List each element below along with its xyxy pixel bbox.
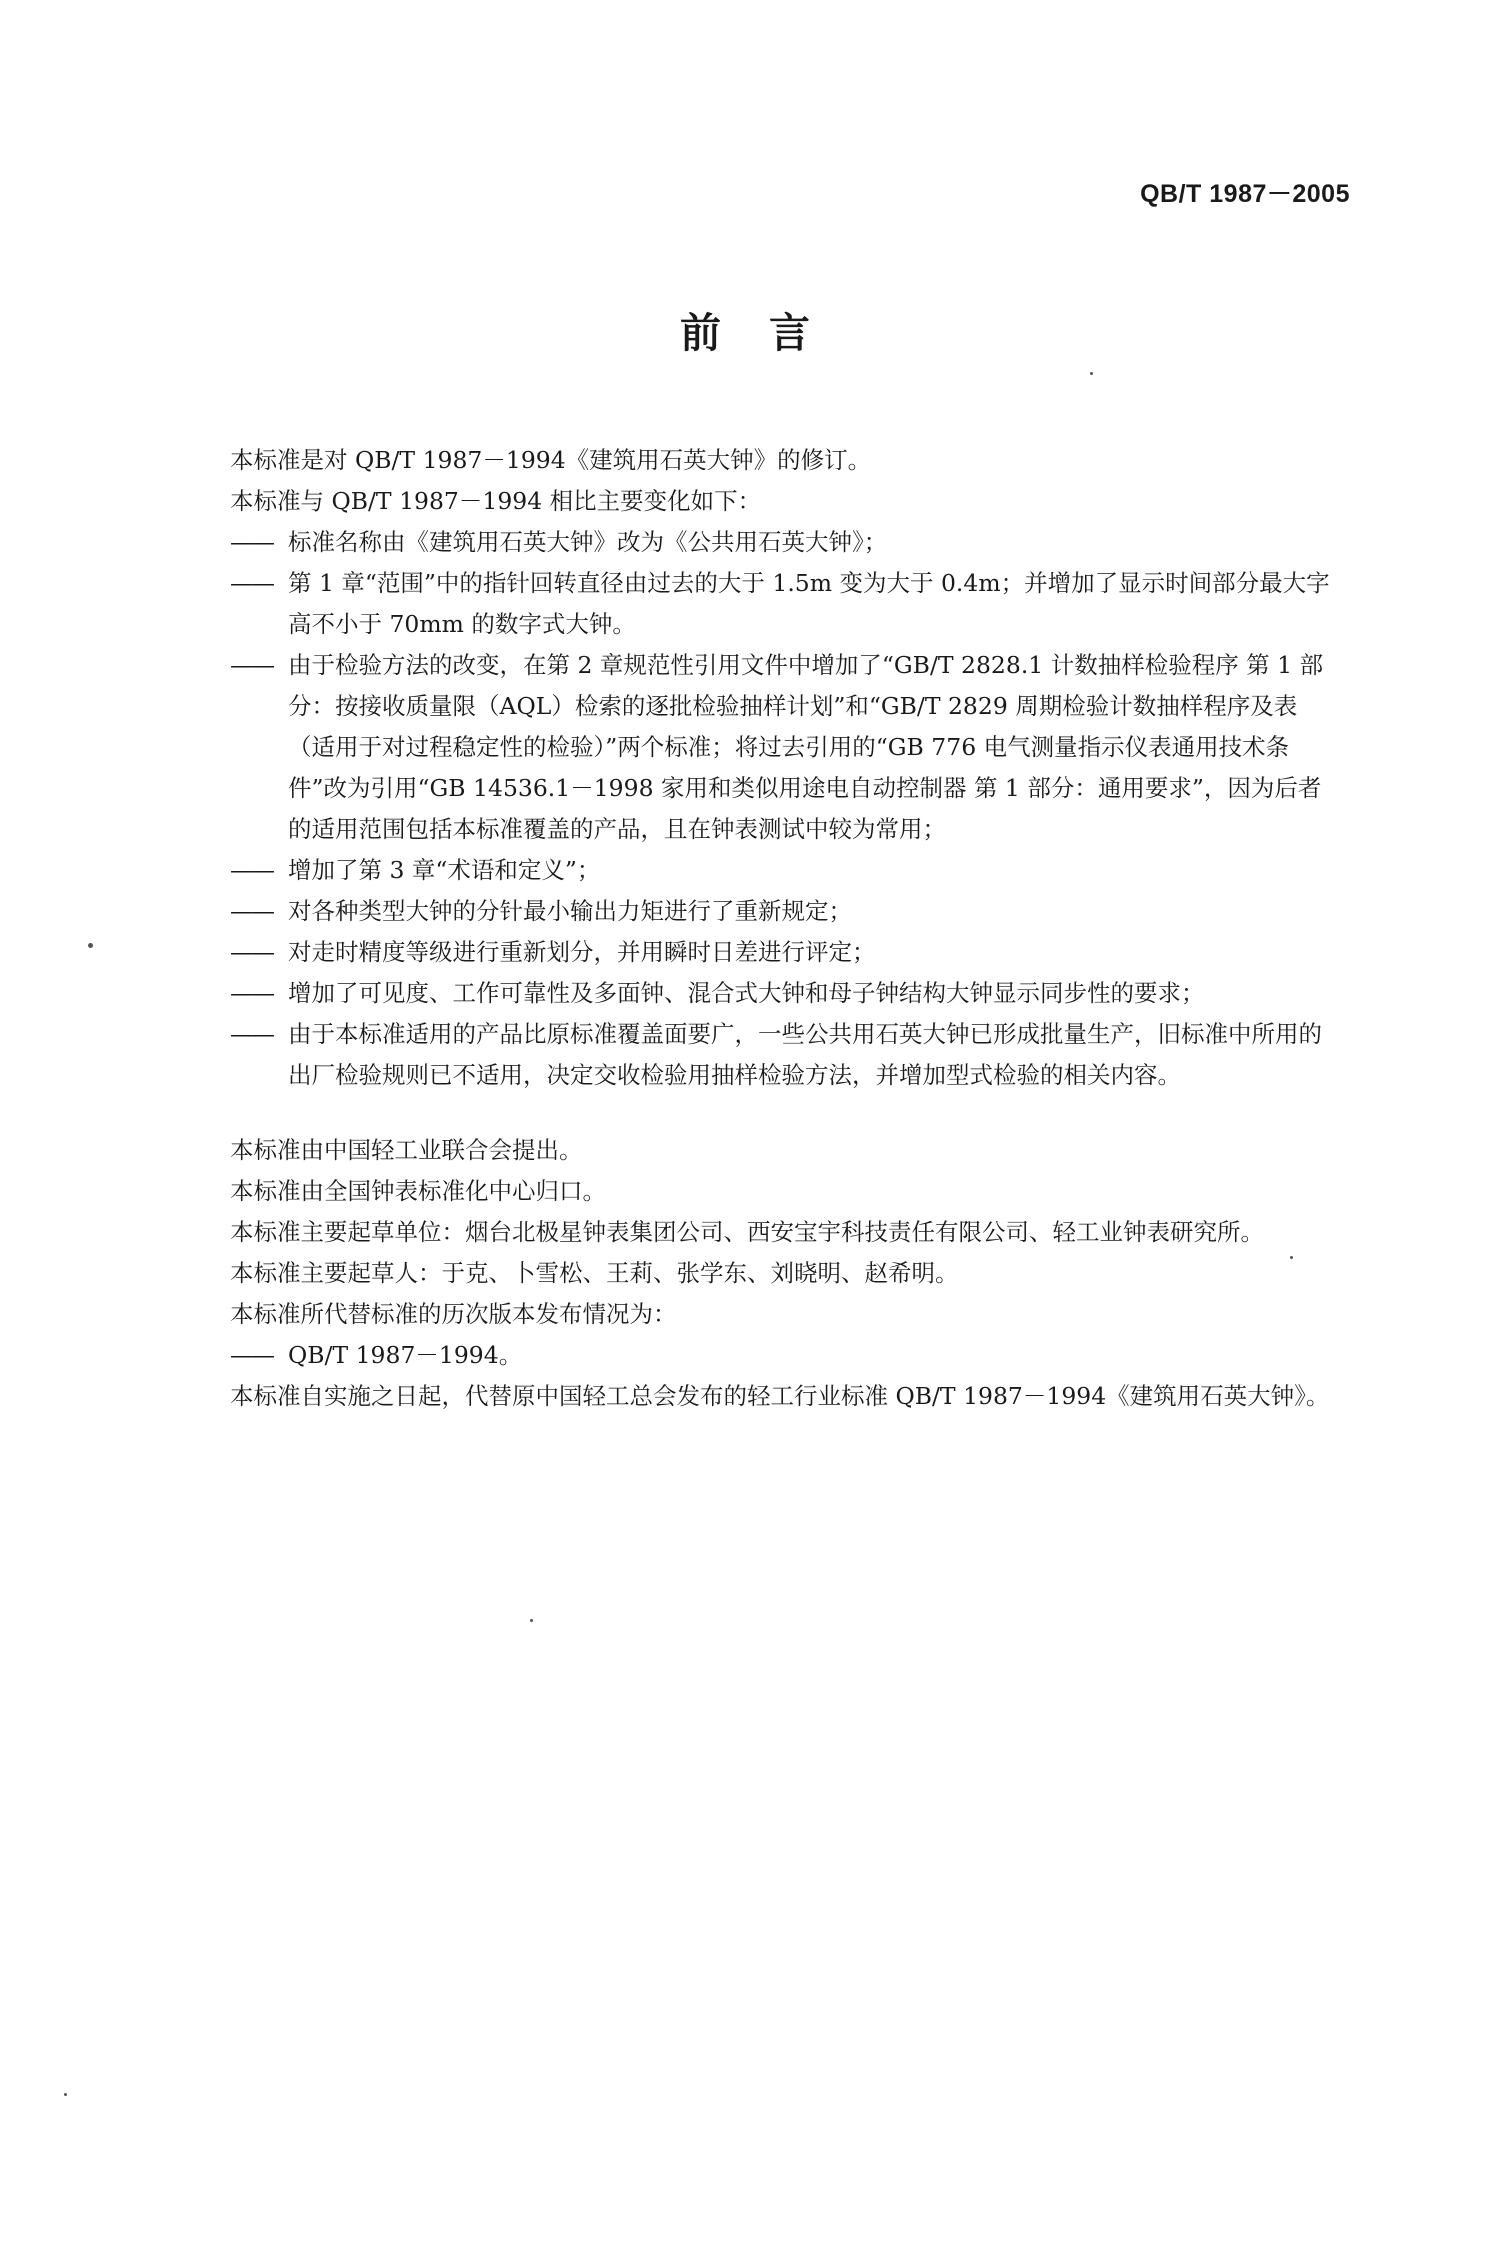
list-item: —— 增加了第 3 章“术语和定义”； xyxy=(164,850,1344,891)
dash-mark: —— xyxy=(230,569,273,597)
dash-mark: —— xyxy=(230,938,273,966)
dash-mark: —— xyxy=(230,979,273,1007)
dash-mark: —— xyxy=(230,1020,273,1048)
list-item: —— 增加了可见度、工作可靠性及多面钟、混合式大钟和母子钟结构大钟显示同步性的要求； xyxy=(164,973,1344,1014)
standard-number: QB/T 1987－2005 xyxy=(1140,180,1350,208)
list-item: —— 对走时精度等级进行重新划分，并用瞬时日差进行评定； xyxy=(164,932,1344,973)
info-proposer: 本标准由中国轻工业联合会提出。 xyxy=(230,1136,583,1164)
scan-speck xyxy=(64,2093,67,2096)
intro-line-1: 本标准是对 QB/T 1987－1994《建筑用石英大钟》的修订。 xyxy=(230,446,872,474)
changes-list xyxy=(164,522,1344,1096)
document-body xyxy=(164,440,1344,1417)
previous-version-item: —— QB/T 1987－1994。 xyxy=(164,1335,1344,1376)
info-centralized: 本标准由全国钟表标准化中心归口。 xyxy=(230,1177,606,1205)
list-item: —— 由于本标准适用的产品比原标准覆盖面要广，一些公共用石英大钟已形成批量生产，旧标准中所用的出厂检验规则已不适用，决定交收检验用抽样检验方法，并增加型式检验的相关内容。 xyxy=(164,1014,1344,1096)
dash-mark: —— xyxy=(230,528,273,556)
scan-speck xyxy=(88,943,93,948)
scan-speck xyxy=(1090,372,1093,375)
list-item: —— 第 1 章“范围”中的指针回转直径由过去的大于 1.5m 变为大于 0.4m；并增加了显示时间部分最大字高不小于 70mm 的数字式大钟。 xyxy=(164,563,1344,645)
section-gap xyxy=(164,1096,1344,1130)
intro-line-2: 本标准与 QB/T 1987－1994 相比主要变化如下： xyxy=(230,487,762,515)
page-title: 前言 xyxy=(680,309,858,357)
list-item: —— 由于检验方法的改变，在第 2 章规范性引用文件中增加了“GB/T 2828.1 计数抽样检验程序 第 1 部分：按接收质量限（AQL）检索的逐批检验抽样计划”和“GB/T 2829 周期检验计数抽样程序及表（适用于对过程稳定性的检验）”两个标准；将过去引用的“GB 776 电气测量指示仪表通用技术条件”改为引用“GB 14536.1－1998 家用和类似用途电自动控制器 第 1 部分：通用要求”，因为后者的适用范围包括本标准覆盖的产品，且在钟表测试中较为常用； xyxy=(164,645,1344,850)
scan-speck xyxy=(1290,1256,1293,1259)
list-item: —— 对各种类型大钟的分针最小输出力矩进行了重新规定； xyxy=(164,891,1344,932)
info-drafting-units: 本标准主要起草单位：烟台北极星钟表集团公司、西安宝宇科技责任有限公司、轻工业钟表研究所。 xyxy=(230,1218,1264,1246)
list-item: —— 标准名称由《建筑用石英大钟》改为《公共用石英大钟》； xyxy=(164,522,1344,563)
closing-paragraph: 本标准自实施之日起，代替原中国轻工总会发布的轻工行业标准 QB/T 1987－1994《建筑用石英大钟》。 xyxy=(230,1382,1330,1410)
scan-speck xyxy=(530,1619,533,1622)
dash-mark: —— xyxy=(230,1341,273,1369)
dash-mark: —— xyxy=(230,651,273,679)
dash-mark: —— xyxy=(230,856,273,884)
dash-mark: —— xyxy=(230,897,273,925)
info-previous-editions: 本标准所代替标准的历次版本发布情况为： xyxy=(230,1300,677,1328)
info-drafters: 本标准主要起草人：于克、卜雪松、王莉、张学东、刘晓明、赵希明。 xyxy=(230,1259,959,1287)
